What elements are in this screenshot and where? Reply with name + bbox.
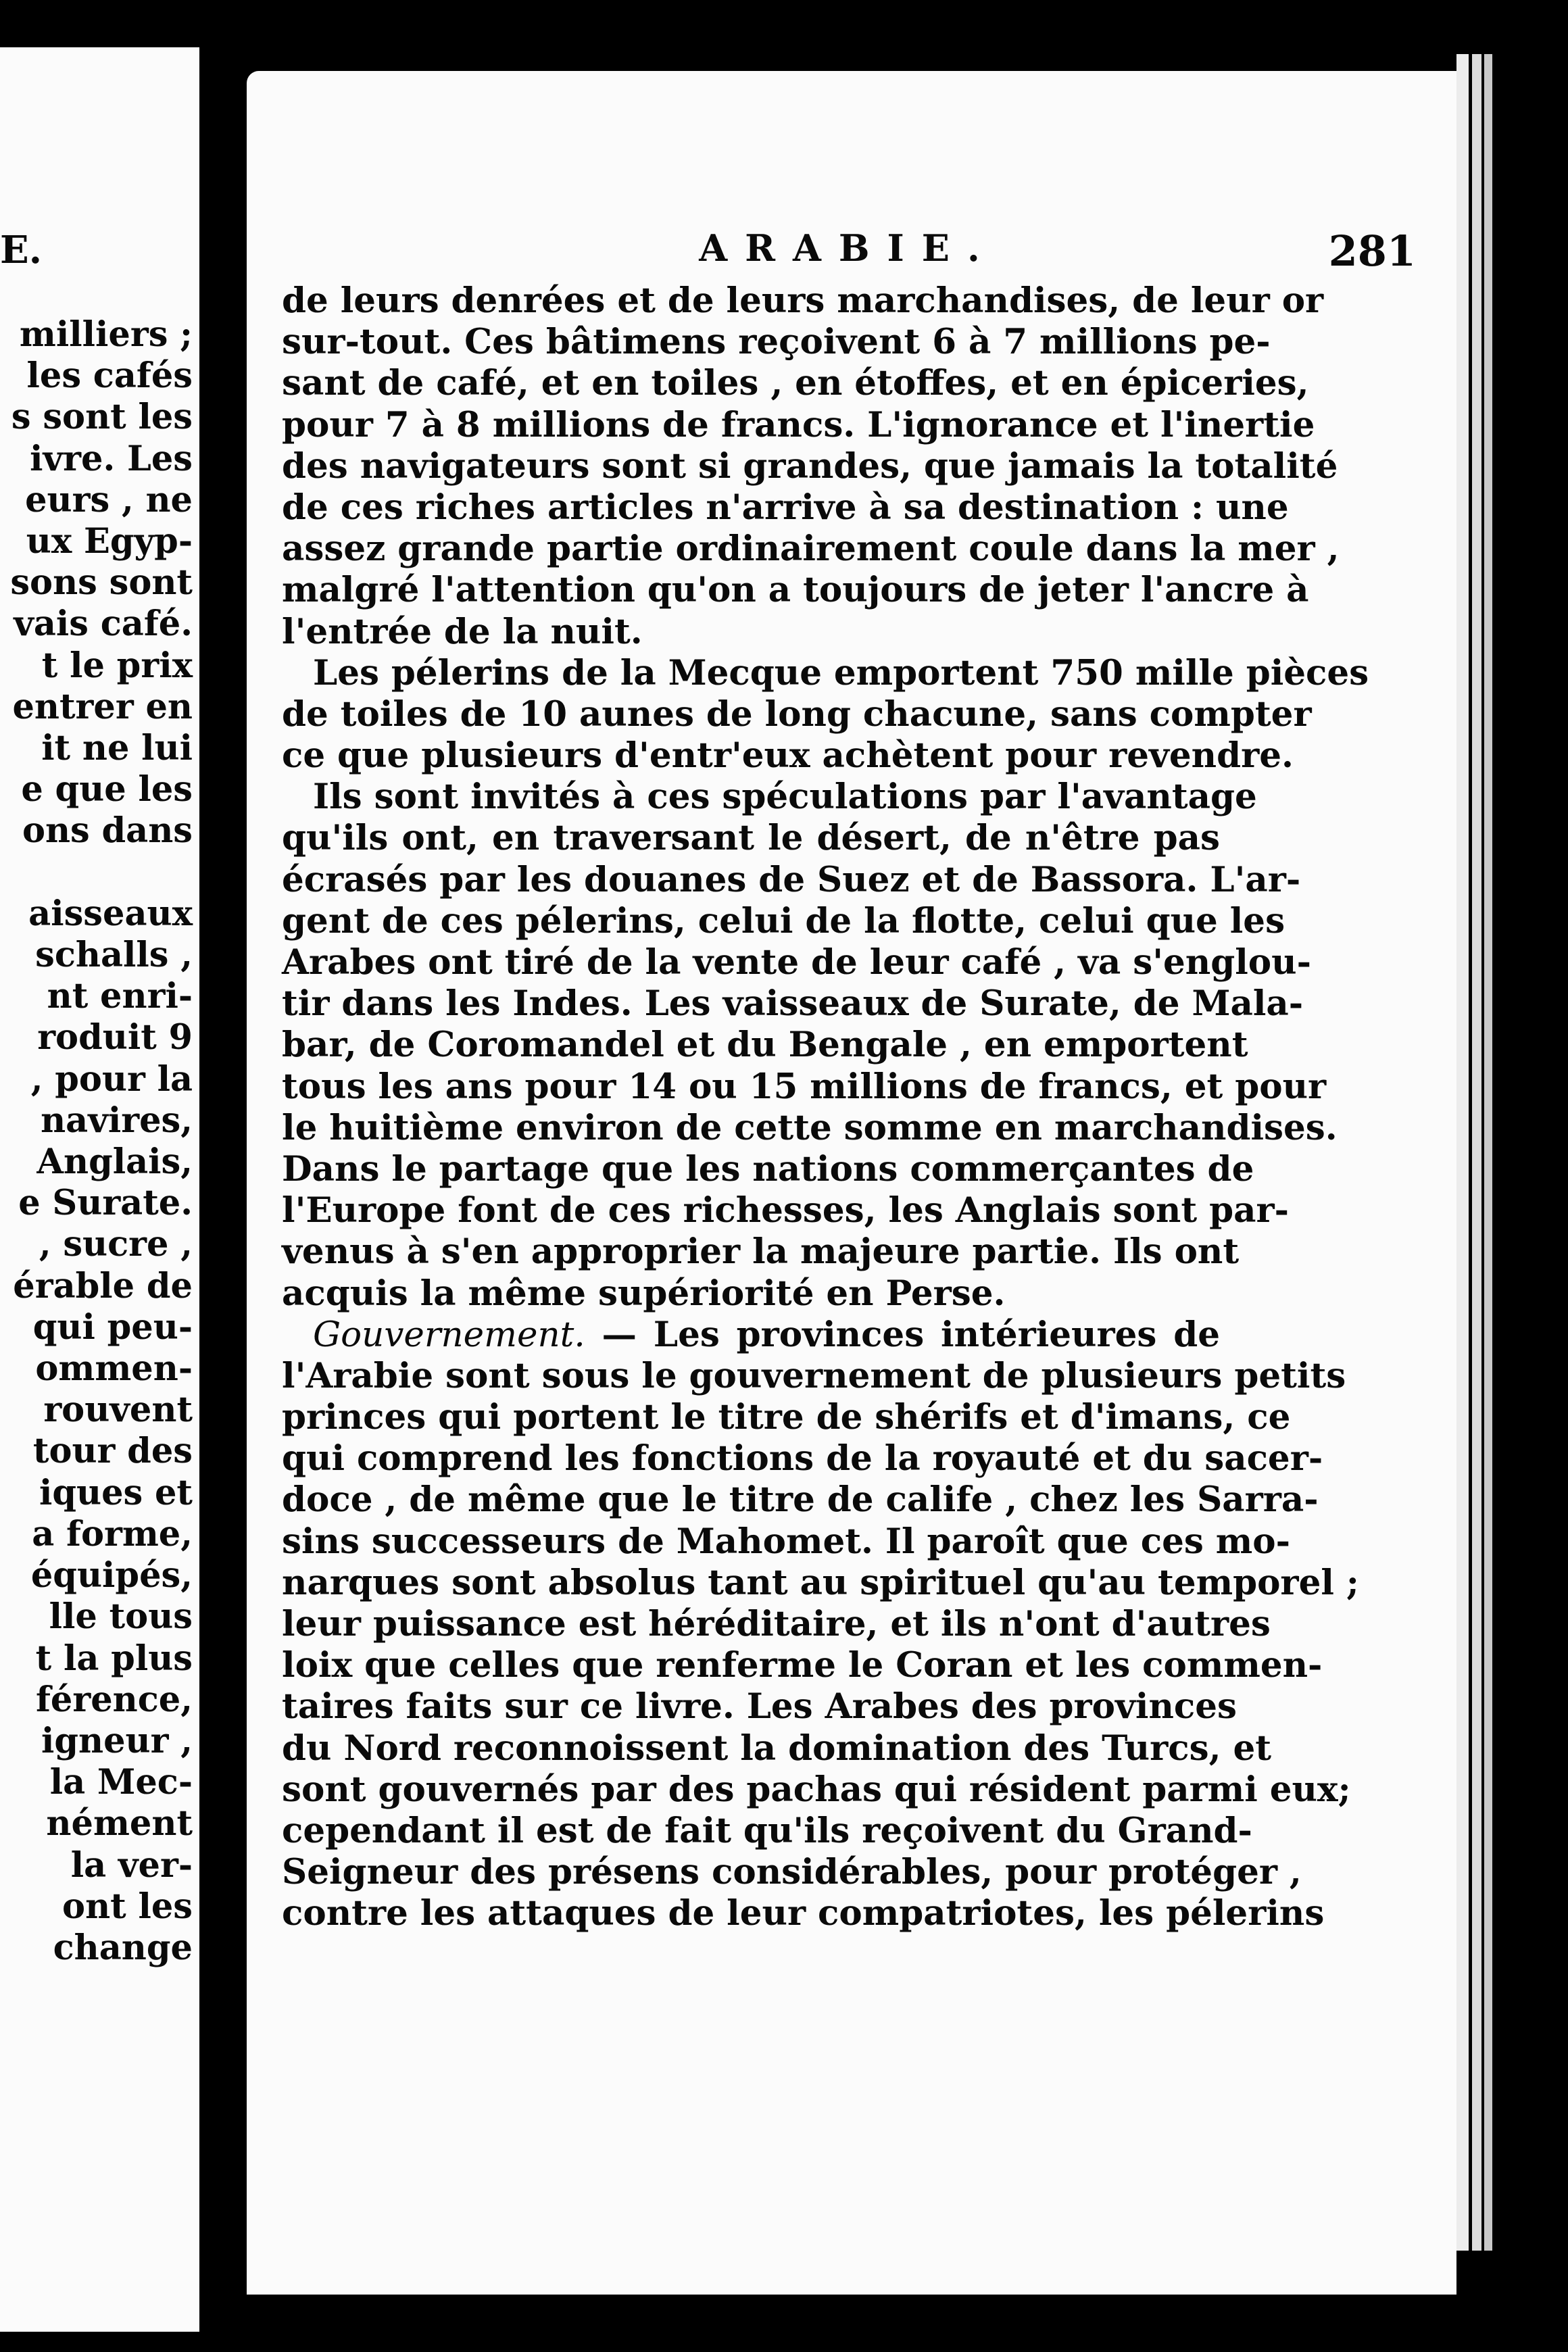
text-line: bar, de Coromandel et du Bengale , en emportent — [282, 1025, 1248, 1066]
text-line: taires faits sur ce livre. Les Arabes des provinces — [282, 1686, 1238, 1728]
text-line: qu'ils ont, en traversant le désert, de n'être pas — [282, 818, 1220, 859]
text-line: tir dans les Indes. Les vaisseaux de Surate, de Mala- — [282, 983, 1304, 1025]
left-text-line: sons sont — [10, 562, 193, 604]
page-edge — [1472, 54, 1481, 2251]
left-text-line: iques et — [39, 1472, 193, 1513]
left-text-line: la ver- — [70, 1844, 193, 1886]
text-line: malgré l'attention qu'on a toujours de jeter l'ancre à — [282, 570, 1309, 611]
text-line: Seigneur des présens considérables, pour protéger , — [282, 1852, 1302, 1893]
left-text-line: e que les — [21, 769, 193, 810]
text-line: sins successeurs de Mahomet. Il paroît que ces mo- — [282, 1521, 1291, 1562]
left-text-line: a forme, — [32, 1513, 193, 1554]
left-text-line: roduit 9 — [37, 1017, 193, 1058]
left-text-line: équipés, — [30, 1555, 193, 1596]
text-line: de leurs denrées et de leurs marchandises, de leur or — [282, 280, 1324, 321]
left-text-line: entrer en — [12, 686, 193, 727]
text-line: ce que plusieurs d'entr'eux achètent pour revendre. — [282, 735, 1294, 777]
text-line: gent de ces pélerins, celui de la flotte, celui que les — [282, 900, 1285, 941]
page-edge — [1456, 54, 1469, 2251]
text-line: le huitième environ de cette somme en marchandises. — [282, 1107, 1338, 1148]
text-line: narques sont absolus tant au spirituel qu'au temporel ; — [282, 1562, 1359, 1603]
text-line: des navigateurs sont si grandes, que jamais la totalité — [282, 445, 1338, 487]
page-body-text — [282, 280, 1369, 1935]
left-text-line: ux Egyp- — [26, 521, 193, 562]
left-text-line: t la plus — [35, 1638, 193, 1679]
right-page — [247, 71, 1456, 2295]
text-line: doce , de même que le titre de calife , chez les Sarra- — [282, 1479, 1319, 1521]
text-line: sont gouvernés par des pachas qui résident parmi eux; — [282, 1769, 1351, 1810]
left-text-line: la Mec- — [49, 1762, 193, 1803]
left-text-line: ont les — [62, 1886, 193, 1927]
left-text-line: schalls , — [35, 935, 193, 976]
left-text-line: qui peu- — [32, 1306, 193, 1348]
left-text-line: nément — [46, 1803, 193, 1844]
left-text-line: rouvent — [43, 1390, 193, 1431]
left-text-line: igneur , — [41, 1720, 193, 1761]
running-head: ARABIE. — [699, 226, 998, 270]
left-text-line: vais café. — [14, 604, 193, 645]
left-text-line: férence, — [35, 1679, 193, 1720]
text-line: pour 7 à 8 millions de francs. L'ignorance et l'inertie — [282, 404, 1315, 445]
left-text-line: les cafés — [26, 356, 193, 397]
text-line — [282, 1315, 1220, 1356]
text-line-content: — Les provinces intérieures de — [602, 1314, 1220, 1355]
text-line: loix que celles que renferme le Coran et les commen- — [282, 1645, 1323, 1686]
left-text-line: , sucre , — [39, 1224, 193, 1265]
left-text-line: , pour la — [30, 1058, 193, 1100]
text-line: leur puissance est héréditaire, et ils n'ont d'autres — [282, 1604, 1271, 1644]
text-line: venus à s'en approprier la majeure partie. Ils ont — [282, 1231, 1240, 1273]
left-text-line: it ne lui — [41, 728, 193, 769]
left-text-line: tour des — [32, 1431, 193, 1472]
page-edge — [1484, 54, 1492, 2251]
section-heading: Gouvernement. — [313, 1314, 585, 1355]
text-line: tous les ans pour 14 ou 15 millions de francs, et pour — [282, 1066, 1327, 1107]
text-line: l'Europe font de ces richesses, les Anglais sont par- — [282, 1190, 1289, 1231]
left-text-line: lle tous — [49, 1596, 193, 1638]
left-text-line: t le prix — [41, 645, 193, 686]
text-line: qui comprend les fonctions de la royauté et du sacer- — [282, 1438, 1323, 1479]
text-line: contre les attaques de leur compatriotes, les pélerins — [282, 1893, 1325, 1934]
left-page — [0, 47, 199, 2332]
text-line: de toiles de 10 aunes de long chacune, sans compter — [282, 693, 1312, 735]
text-line: Ils sont invités à ces spéculations par l'avantage — [313, 777, 1257, 818]
text-line: princes qui portent le titre de shérifs et d'imans, ce — [282, 1397, 1291, 1438]
left-text-line — [10, 852, 193, 893]
text-line: cependant il est de fait qu'ils reçoivent du Grand- — [282, 1810, 1252, 1851]
left-text-line: change — [53, 1927, 193, 1968]
left-text-line: aisseaux — [28, 893, 193, 934]
text-line: écrasés par les douanes de Suez et de Bassora. L'ar- — [282, 859, 1301, 900]
left-page-text — [10, 314, 193, 1969]
text-line: du Nord reconnoissent la domination des Turcs, et — [282, 1728, 1272, 1769]
left-text-line: eurs , ne — [25, 479, 193, 520]
book-gutter — [199, 0, 247, 2352]
text-line: assez grande partie ordinairement coule dans la mer , — [282, 529, 1340, 570]
text-line: Arabes ont tiré de la vente de leur café , va s'englou- — [282, 942, 1311, 983]
left-text-line: s sont les — [11, 397, 193, 438]
text-line: sur-tout. Ces bâtimens reçoivent 6 à 7 millions pe- — [282, 322, 1271, 363]
left-text-line: Anglais, — [36, 1142, 193, 1183]
left-running-head-fragment: E. — [0, 228, 43, 272]
text-line: l'Arabie sont sous le gouvernement de plusieurs petits — [282, 1355, 1346, 1396]
text-line: acquis la même supériorité en Perse. — [282, 1273, 1006, 1314]
text-line: de ces riches articles n'arrive à sa destination : une — [282, 487, 1289, 528]
left-text-line: milliers ; — [19, 314, 193, 355]
left-text-line: ivre. Les — [30, 438, 193, 479]
text-line: sant de café, et en toiles , en étoffes, et en épiceries, — [282, 363, 1309, 404]
left-text-line: ommen- — [35, 1348, 193, 1390]
text-line: l'entrée de la nuit. — [282, 611, 643, 652]
left-text-line: e Surate. — [18, 1183, 193, 1224]
left-text-line: nt enri- — [47, 976, 193, 1017]
left-text-line: navires, — [41, 1100, 193, 1141]
page-number: 281 — [1328, 226, 1416, 276]
text-line: Les pélerins de la Mecque emportent 750 mille pièces — [313, 652, 1369, 693]
left-text-line: érable de — [13, 1265, 193, 1306]
left-text-line: ons dans — [22, 810, 193, 852]
text-line: Dans le partage que les nations commerçantes de — [282, 1148, 1254, 1190]
page-header — [280, 226, 1416, 274]
